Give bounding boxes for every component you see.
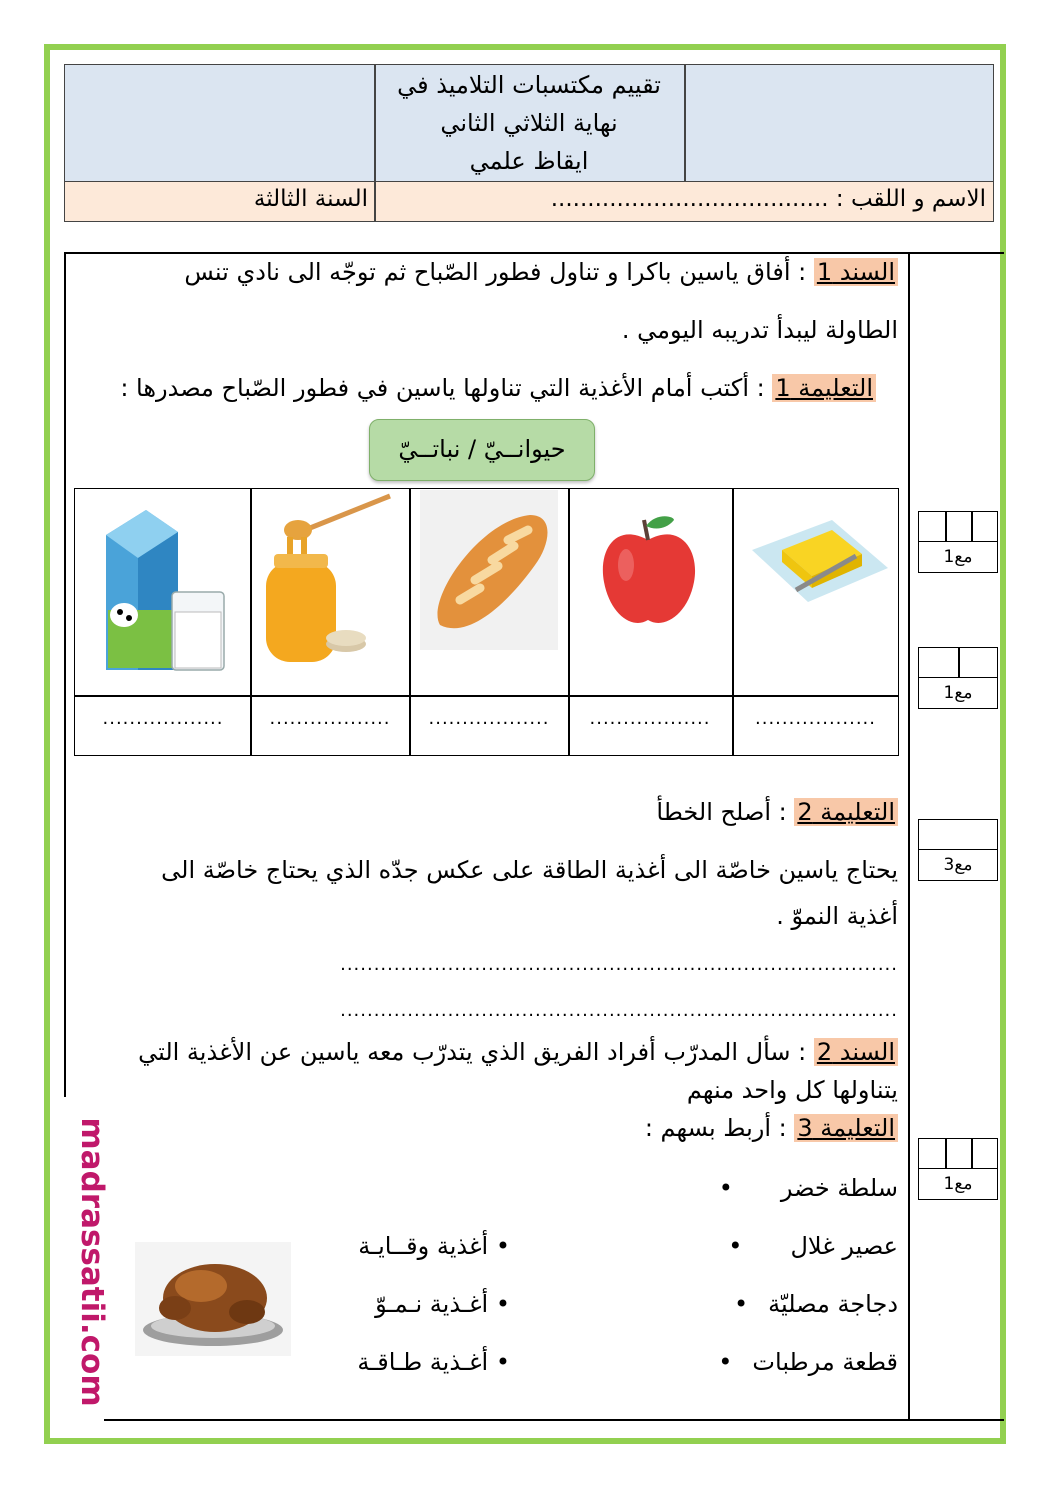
correction-line: ................................................................................... <box>340 954 898 975</box>
main-bottom-line <box>104 1419 1004 1421</box>
score-box: مع1 <box>918 1138 998 1200</box>
answer-blank: .................. <box>589 708 711 729</box>
watermark-text: madrassatii.com <box>74 1117 110 1407</box>
header-title <box>376 66 682 180</box>
category-item: • أغذية وقــايـة <box>358 1232 510 1260</box>
title-line: ايقاظ علمي <box>469 147 589 175</box>
score-column-line <box>908 252 910 1420</box>
task2-statement-line2: أغذية النموّ . <box>776 902 898 930</box>
category-item: • أغـذية نـمـوّ <box>375 1290 510 1318</box>
choices-box: حيوانــيّ / نباتــيّ <box>369 419 595 481</box>
butter-image <box>752 510 890 610</box>
task1-line: التعليمة 1 : أكتب أمام الأغذية التي تناولها ياسين في فطور الصّباح مصدرها : <box>120 374 876 402</box>
category-item: • أغـذية طـاقـة <box>357 1348 510 1376</box>
year-label: السنة الثالثة <box>253 186 368 212</box>
food-item: عصير غلال• <box>728 1232 898 1260</box>
answer-blank: .................. <box>755 708 876 729</box>
score-box: مع3 <box>918 819 998 881</box>
task2-statement-line1: يحتاج ياسين خاصّة الى أغذية الطاقة على عكس جدّه الذي يحتاج خاصّة الى <box>161 856 898 884</box>
title-line: تقييم مكتسبات التلاميذ في <box>397 71 661 99</box>
answer-blank: .................. <box>428 708 550 729</box>
sanad1-line2: الطاولة ليبدأ تدريبه اليومي . <box>621 316 898 344</box>
task3-tag: التعليمة 3 <box>794 1114 898 1142</box>
sanad2-tag: السند 2 <box>814 1038 898 1066</box>
food-item: دجاجة مصليّة• <box>734 1290 898 1318</box>
task3-line: التعليمة 3 : أربط بسهم : <box>645 1114 898 1142</box>
header-divider <box>684 64 686 182</box>
apple-image <box>596 510 702 632</box>
sanad1-line1: السند 1 : أفاق ياسين باكرا و تناول فطور الصّباح ثم توجّه الى نادي تنس <box>184 258 898 286</box>
name-field-label: الاسم و اللقب : ...................................... <box>550 186 986 212</box>
honey-image <box>260 492 400 670</box>
main-left-line <box>64 252 66 1097</box>
answer-blank: .................. <box>269 708 391 729</box>
sanad2-line2: يتناولها كل واحد منهم <box>686 1076 898 1104</box>
task1-tag: التعليمة 1 <box>772 374 876 402</box>
grid-row-line <box>74 695 899 697</box>
sanad1-tag: السند 1 <box>814 258 898 286</box>
sanad2-line1: السند 2 : سأل المدرّب أفراد الفريق الذي يتدرّب معه ياسين عن الأغذية التي <box>138 1038 898 1066</box>
watermark <box>62 1112 122 1412</box>
milk-image <box>96 500 228 675</box>
score-box: مع1 <box>918 511 998 573</box>
score-box: مع1 <box>918 647 998 709</box>
task2-tag: التعليمة 2 <box>794 798 898 826</box>
title-line: نهاية الثلاثي الثاني <box>440 109 618 137</box>
correction-line: ................................................................................... <box>340 1000 898 1021</box>
bread-image <box>420 490 558 650</box>
main-top-line <box>64 252 1004 254</box>
roast-chicken-image <box>135 1242 291 1356</box>
answer-blank: .................. <box>102 708 224 729</box>
task2-line: التعليمة 2 : أصلح الخطأ <box>656 798 898 826</box>
food-item: قطعة مرطبات• <box>718 1348 898 1376</box>
food-item: سلطة خضر• <box>719 1174 898 1202</box>
